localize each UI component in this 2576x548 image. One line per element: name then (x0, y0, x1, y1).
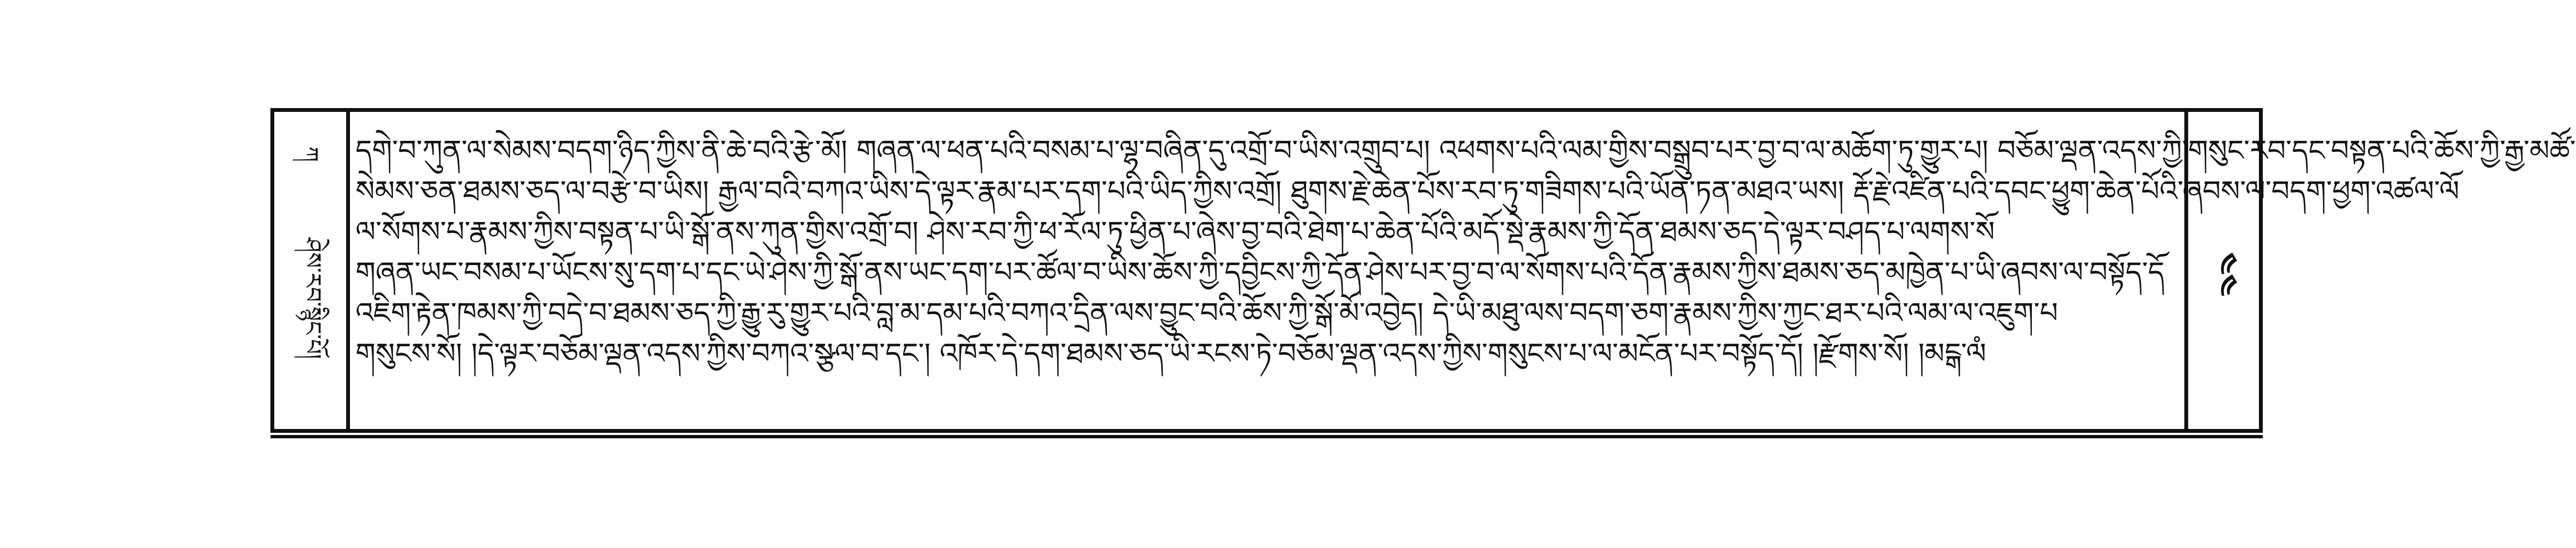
text-line-1: དགེ་བ་ཀུན་ལ་སེམས་བདག་ཉིད་ཀྱིས་ནི་ཆེ་བའི་རྩེ་མོ། གཞན་ལ་ཕན་པའི་བསམ་པ་ལྷ་བཞིན་དུ་འགྲོ་བ་ཡིས་འགྲུབ་པ། འཕགས་པའི་ལམ་གྱིས་བསྒྲུབ་པར་བྱ་བ་ལ་མཆོག་ཏུ་གྱུར་པ། བཅོམ་ལྡན་འདས་ཀྱི་གསུང་རབ་དང་བསྟན་པའི་ཆོས་ཀྱི་རྒྱ་མཚོ་ (355, 134, 2576, 167)
right-margin (2184, 112, 2259, 429)
manuscript-folio (270, 108, 2576, 433)
text-line-6: གསུངས་སོ། །དེ་ལྟར་བཅོམ་ལྡན་འདས་ཀྱིས་བཀའ་སྩལ་བ་དང་། འཁོར་དེ་དག་ཐམས་ཅད་ཡི་རངས་ཏེ་བཅོམ་ལྡན་འདས་ཀྱིས་གསུངས་པ་ལ་མངོན་པར་བསྟོད་དོ། །རྫོགས་སོ། །མངྒ་ལཾ (355, 337, 1986, 370)
folio-letter: ཀ (297, 146, 323, 162)
text-line-3: ལ་སོགས་པ་རྣམས་ཀྱིས་བསྟན་པ་ཡི་སྒོ་ནས་ཀུན་གྱིས་འགྲོ་བ། ཤེས་རབ་ཀྱི་ཕ་རོལ་ཏུ་ཕྱིན་པ་ཞེས་བྱ་བའི་ཐེག་པ་ཆེན་པོའི་མདོ་སྡེ་རྣམས་ཀྱི་དོན་ཐམས་ཅད་དེ་ལྟར་བཤད་པ་ལགས་སོ (355, 216, 1995, 248)
text-line-5: འཇིག་རྟེན་ཁམས་ཀྱི་བདེ་བ་ཐམས་ཅད་ཀྱི་རྒྱུ་རུ་གྱུར་པའི་བླ་མ་དམ་པའི་བཀའ་དྲིན་ལས་བྱུང་བའི་ཆོས་ཀྱི་སྒོ་མོ་འབྱེད། དེ་ཡི་མཐུ་ལས་བདག་ཅག་རྣམས་ཀྱིས་ཀྱང་ཐར་པའི་ལམ་ལ་འཇུག་པ (355, 297, 2058, 330)
margin-title: ཤེས་རབ་སྙིང་པོ། (300, 238, 326, 359)
left-margin (274, 112, 350, 429)
page-number: ༤༤ (2207, 252, 2244, 296)
text-line-2: སེམས་ཅན་ཐམས་ཅད་ལ་བརྩེ་བ་ཡིས། རྒྱལ་བའི་བཀའ་ཡིས་དེ་ལྟར་རྣམ་པར་དག་པའི་ཡིད་ཀྱིས་འགྲོ། ཐུགས་རྗེ་ཆེན་པོས་རབ་ཏུ་གཟིགས་པའི་ཡོན་ཏན་མཐའ་ཡས། རྡོ་རྗེ་འཛིན་པའི་དབང་ཕྱུག་ཆེན་པོའི་ཞབས་ལ་བདག་ཕྱག་འཚལ་ལོ (355, 175, 2460, 208)
text-line-4: གཞན་ཡང་བསམ་པ་ཡོངས་སུ་དག་པ་དང་ཡེ་ཤེས་ཀྱི་སྒོ་ནས་ཡང་དག་པར་ཚོལ་བ་ཡིས་ཆོས་ཀྱི་དབྱིངས་ཀྱི་དོན་ཤེས་པར་བྱ་བ་ལ་སོགས་པའི་དོན་རྣམས་ཀྱིས་ཐམས་ཅད་མཁྱེན་པ་ཡི་ཞབས་ལ་བསྟོད་དོ (355, 256, 2165, 289)
